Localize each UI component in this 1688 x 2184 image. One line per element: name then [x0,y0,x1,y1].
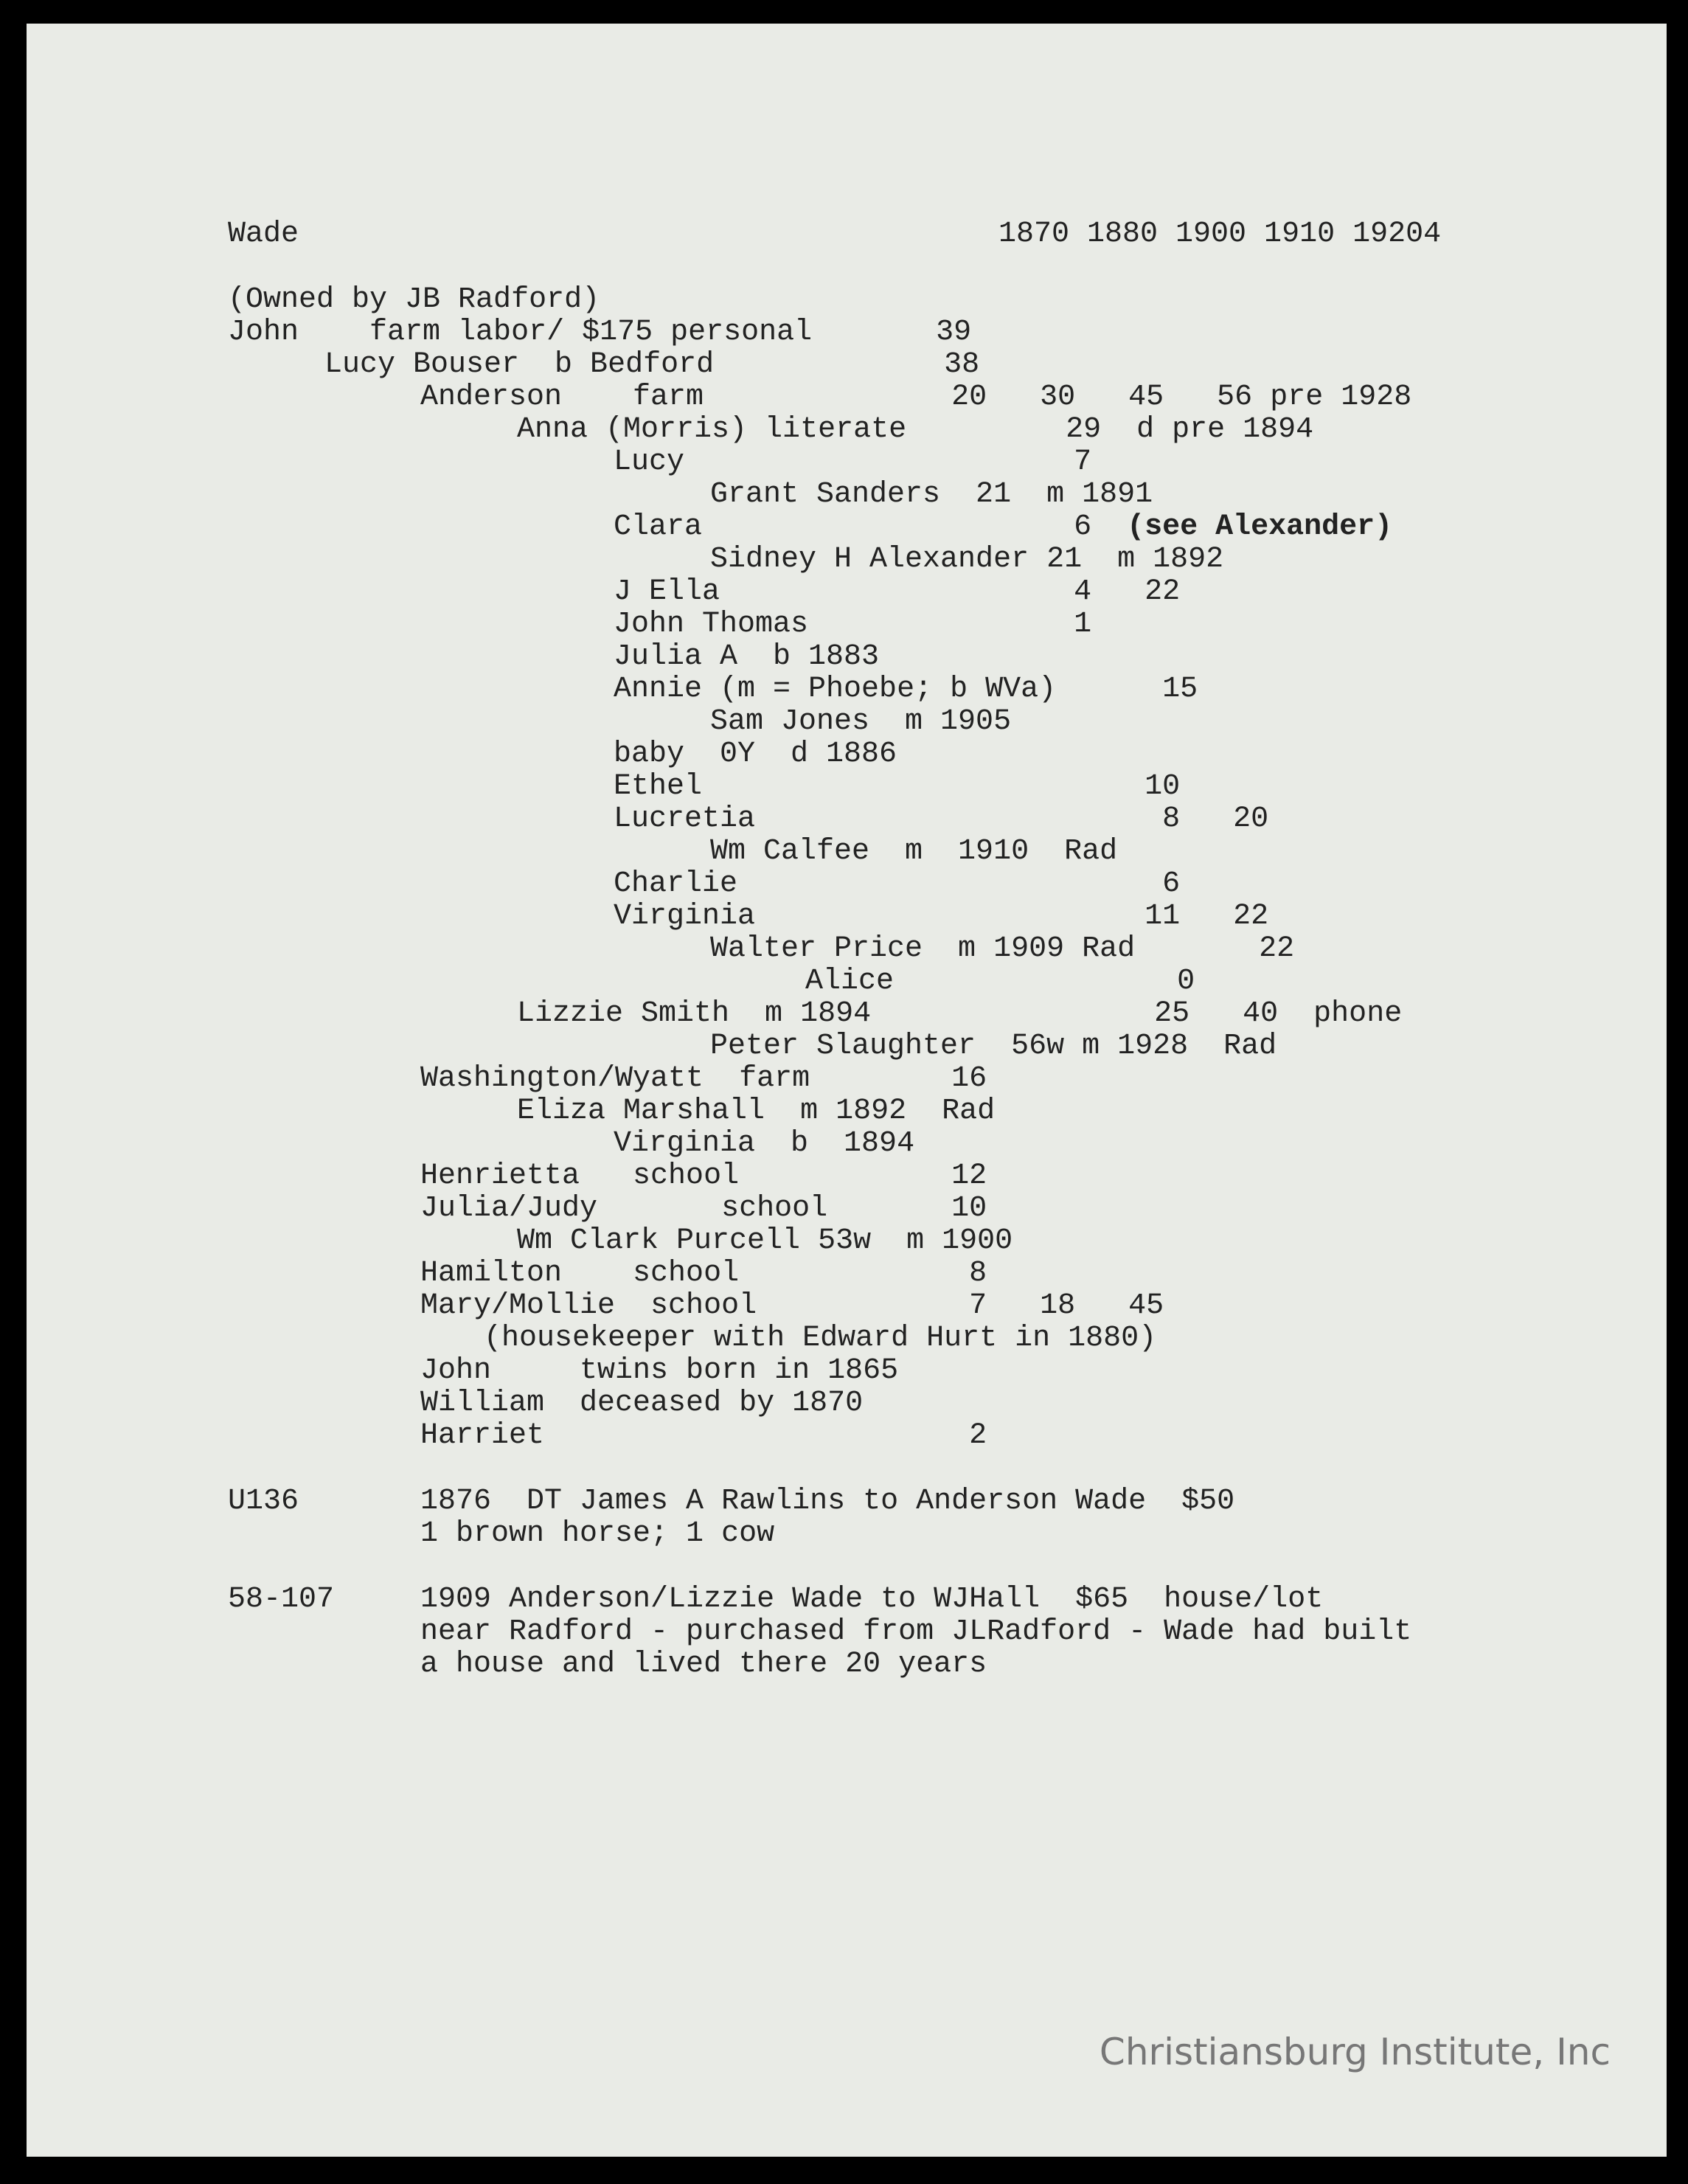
entry-line: Walter Price m 1909 Rad 22 [710,932,1295,966]
entry-line: Alice 0 [805,965,1195,998]
watermark: Christiansburg Institute, Inc [1099,2031,1611,2073]
entry-line: Lizzie Smith m 1894 25 40 phone [517,997,1403,1030]
entry-line: Virginia 11 22 [614,900,1269,933]
entry-line: Virginia b 1894 [614,1127,915,1160]
entry-line: Lucy 7 [614,446,1092,479]
record-line: near Radford - purchased from JLRadford - Wade had built [420,1615,1412,1649]
entry-line: Anna (Morris) literate 29 d pre 1894 [517,413,1314,446]
record-line: a house and lived there 20 years [420,1648,987,1681]
entry-line: Lucy Bouser b Bedford 38 [324,348,980,381]
entry-line: Sidney H Alexander 21 m 1892 [710,543,1224,576]
entry-line: Ethel 10 [614,770,1181,803]
record-code: 58-107 [228,1583,335,1616]
entry-line: Mary/Mollie school 7 18 45 [420,1289,1164,1322]
entry-line: Hamilton school 8 [420,1257,987,1290]
year-columns-header: 1870 1880 1900 1910 19204 [998,218,1442,251]
entry-line: Annie (m = Phoebe; b WVa) 15 [614,673,1198,706]
entry-line: Charlie 6 [614,867,1181,901]
entry-line: Harriet 2 [420,1419,987,1452]
entry-line: Wm Calfee m 1910 Rad [710,835,1118,868]
entry-line: Henrietta school 12 [420,1159,987,1193]
entry-line: John Thomas 1 [614,608,1092,641]
entry-line: John farm labor/ $175 personal 39 [228,316,972,349]
cross-reference-note: (see Alexander) [1127,510,1393,544]
entry-line: Anderson farm 20 30 45 56 pre 1928 [420,381,1412,414]
entry-line: baby 0Y d 1886 [614,738,897,771]
entry-line: Sam Jones m 1905 [710,705,1012,738]
document-title: Wade [228,218,299,251]
entry-line: Julia A b 1883 [614,640,880,673]
entry-line: William deceased by 1870 [420,1387,864,1420]
entry-line: (housekeeper with Edward Hurt in 1880) [484,1322,1157,1355]
entry-line: J Ella 4 22 [614,575,1181,609]
document-page [27,24,1667,2157]
entry-line: Washington/Wyatt farm 16 [420,1062,987,1095]
record-line: 1876 DT James A Rawlins to Anderson Wade $50 [420,1485,1235,1518]
entry-line: Lucretia 8 20 [614,802,1269,836]
entry-line: John twins born in 1865 [420,1354,899,1387]
entry-line: Grant Sanders 21 m 1891 [710,478,1153,511]
entry-text: Clara 6 [614,510,1128,544]
entry-line: Eliza Marshall m 1892 Rad [517,1095,996,1128]
owner-note: (Owned by JB Radford) [228,283,600,316]
record-line: 1 brown horse; 1 cow [420,1517,775,1550]
entry-line: Julia/Judy school 10 [420,1192,987,1225]
record-line: 1909 Anderson/Lizzie Wade to WJHall $65 house/lot [420,1583,1324,1616]
entry-line [614,510,1393,544]
record-code: U136 [228,1485,299,1518]
entry-line: Peter Slaughter 56w m 1928 Rad [710,1030,1277,1063]
entry-line: Wm Clark Purcell 53w m 1900 [517,1224,1013,1258]
